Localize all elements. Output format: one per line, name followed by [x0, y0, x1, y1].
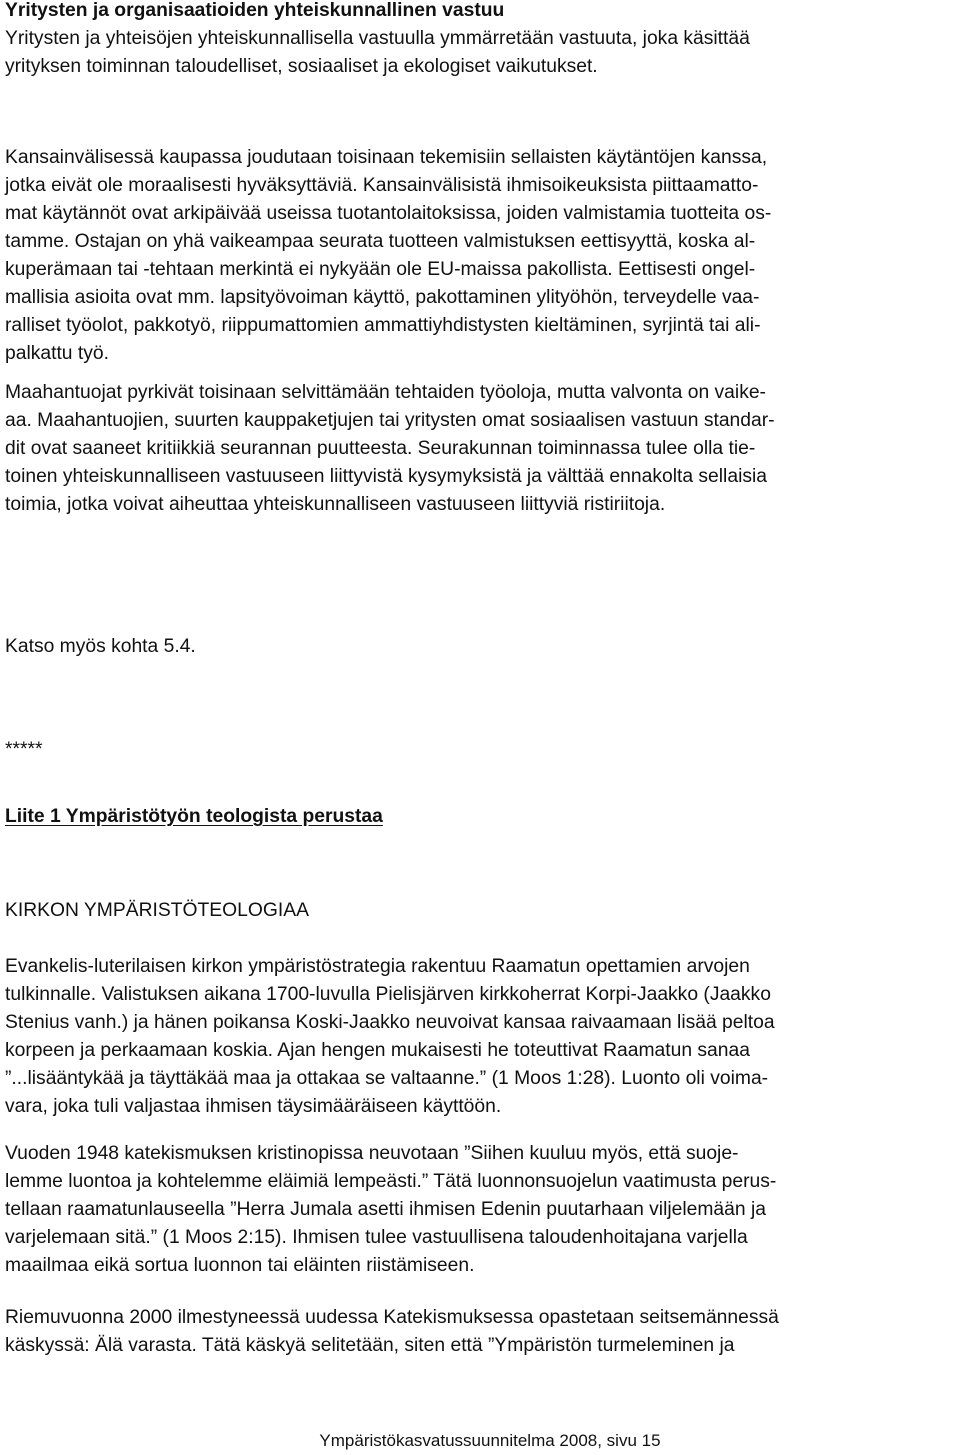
text-line: toimia, jotka voivat aiheuttaa yhteiskunnalliseen vastuuseen liittyviä ristiriitoja. — [5, 494, 666, 515]
text-line: Kansainvälisessä kaupassa joudutaan toisinaan tekemisiin sellaisten käytäntöjen kanssa, — [5, 147, 768, 168]
text-line: palkattu työ. — [5, 343, 109, 364]
text-line: Yritysten ja yhteisöjen yhteiskunnallisella vastuulla ymmärretään vastuuta, joka käsittää — [5, 28, 750, 49]
text-line: käskyssä: Älä varasta. Tätä käskyä selitetään, siten että ”Ympäristön turmeleminen ja — [5, 1335, 735, 1356]
text-line: Vuoden 1948 katekismuksen kristinopissa neuvotaan ”Siihen kuuluu myös, että suoje- — [5, 1143, 739, 1164]
text-line: aa. Maahantuojien, suurten kauppaketjujen tai yritysten omat sosiaalisen vastuun standar- — [5, 410, 775, 431]
text-line: maailmaa eikä sortua luonnon tai eläinten riistämiseen. — [5, 1255, 475, 1276]
appendix-paragraph-2 — [5, 1140, 955, 1280]
text-line: dit ovat saaneet kritiikkiä seurannan puutteesta. Seurakunnan toiminnassa tulee olla tie- — [5, 438, 756, 459]
text-line: ”...lisääntykää ja täyttäkää maa ja ottakaa se valtaanne.” (1 Moos 1:28). Luonto oli voima- — [5, 1068, 769, 1089]
text-line: tamme. Ostajan on yhä vaikeampaa seurata tuotteen valmistuksen eettisyyttä, koska al- — [5, 231, 756, 252]
text-line: jotka eivät ole moraalisesti hyväksyttäviä. Kansainvälisistä ihmisoikeuksista piittaamatto- — [5, 175, 759, 196]
appendix-paragraph-1 — [5, 953, 955, 1121]
text-line: tulkinnalle. Valistuksen aikana 1700-luvulla Pielisjärven kirkkoherrat Korpi-Jaakko (Jaakko — [5, 984, 771, 1005]
text-line: Riemuvuonna 2000 ilmestyneessä uudessa Katekismuksessa opastetaan seitsemännessä — [5, 1307, 779, 1328]
see-also-reference: Katso myös kohta 5.4. — [5, 636, 196, 657]
text-line: vara, joka tuli valjastaa ihmisen täysimääräiseen käyttöön. — [5, 1096, 502, 1117]
text-line: tellaan raamatunlauseella ”Herra Jumala asetti ihmisen Edenin puutarhaan viljelemään ja — [5, 1199, 766, 1220]
text-line: Maahantuojat pyrkivät toisinaan selvittämään tehtaiden työoloja, mutta valvonta on vaike- — [5, 382, 766, 403]
text-line: lemme luontoa ja kohtelemme eläimiä lempeästi.” Tätä luonnonsuojelun vaatimusta perus- — [5, 1171, 777, 1192]
text-line: ralliset työolot, pakkotyö, riippumattomien ammattiyhdistysten kieltäminen, syrjintä tai ali- — [5, 315, 761, 336]
section-paragraph-1 — [5, 25, 955, 81]
text-line: varjelemaan sitä.” (1 Moos 2:15). Ihmisen tulee vastuullisena taloudenhoitajana varjella — [5, 1227, 748, 1248]
text-line: toinen yhteiskunnalliseen vastuuseen liittyvistä kysymyksistä ja välttää ennakolta sellaisia — [5, 466, 767, 487]
text-line: yrityksen toiminnan taloudelliset, sosiaaliset ja ekologiset vaikutukset. — [5, 56, 598, 77]
section-separator: ***** — [5, 739, 43, 760]
appendix-subtitle: KIRKON YMPÄRISTÖTEOLOGIAA — [5, 900, 309, 921]
text-line: mat käytännöt ovat arkipäivää useissa tuotantolaitoksissa, joiden valmistamia tuotteita os- — [5, 203, 772, 224]
section-heading: Yritysten ja organisaatioiden yhteiskunnallinen vastuu — [5, 0, 505, 21]
text-line: mallisia asioita ovat mm. lapsityövoiman käyttö, pakottaminen ylityöhön, terveydelle vaa- — [5, 287, 760, 308]
page-footer — [0, 1429, 960, 1453]
appendix-paragraph-3 — [5, 1304, 955, 1360]
appendix-title: Liite 1 Ympäristötyön teologista perustaa — [5, 806, 383, 827]
text-line: Stenius vanh.) ja hänen poikansa Koski-Jaakko neuvoivat kansaa raivaamaan lisää peltoa — [5, 1012, 775, 1033]
text-line: kuperämaan tai -tehtaan merkintä ei nykyään ole EU-maissa pakollista. Eettisesti ongel- — [5, 259, 756, 280]
text-line: Evankelis-luterilaisen kirkon ympäristöstrategia rakentuu Raamatun opettamien arvojen — [5, 956, 750, 977]
section-paragraph-2 — [5, 144, 955, 368]
footer-text: Ympäristökasvatussuunnitelma 2008, sivu 15 — [319, 1431, 661, 1450]
text-line: korpeen ja perkaamaan koskia. Ajan hengen mukaisesti he toteuttivat Raamatun sanaa — [5, 1040, 750, 1061]
section-paragraph-3 — [5, 379, 955, 519]
